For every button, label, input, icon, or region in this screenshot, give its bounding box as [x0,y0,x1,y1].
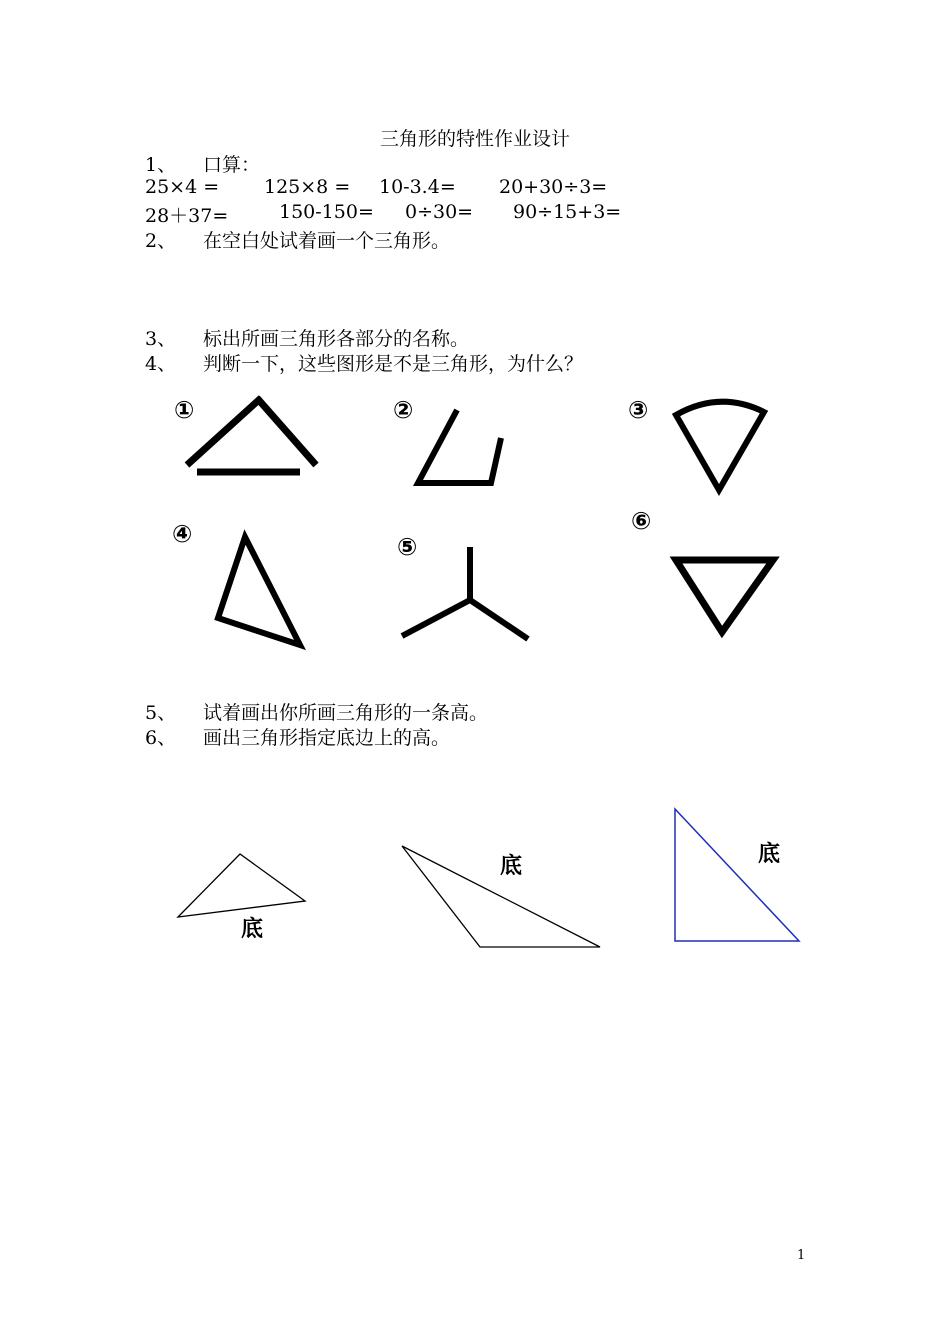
calc-item: 90÷15+3= [513,201,622,223]
question-2-text: 在空白处试着画一个三角形。 [203,230,451,252]
question-6-number: 6、 [145,727,177,749]
question-4-text: 判断一下，这些图形是不是三角形，为什么？ [203,353,584,375]
shape-marker-4: ④ [172,520,193,548]
calc-item: 0÷30= [405,201,474,223]
calc-item: 10-3.4= [379,176,456,198]
shape-2-open-figure [418,410,501,483]
question-5-text: 试着画出你所画三角形的一条高。 [203,702,489,724]
calc-item: 28＋37= [145,205,229,227]
shape-3-curved-triangle [676,402,764,490]
shape-marker-6: ⑥ [631,507,652,535]
shape-6-inverted-triangle [676,560,773,632]
calc-item: 25×4 = [145,176,220,198]
triangle-right [675,809,799,941]
page-number: 1 [797,1248,806,1263]
shape-1-open-triangle [187,398,316,472]
calc-item: 20+30÷3= [499,176,608,198]
base-label-3: 底 [758,842,781,867]
base-label-1: 底 [241,917,264,942]
shape-marker-2: ② [393,396,414,424]
question-2-number: 2、 [145,230,177,252]
calc-item: 125×8 = [264,176,351,198]
question-3-number: 3、 [145,328,177,350]
base-label-2: 底 [500,854,523,879]
question-4-number: 4、 [145,353,177,375]
page-title: 三角形的特性作业设计 [379,128,570,150]
shape-4-triangle [218,537,300,645]
shape-marker-1: ① [174,396,195,424]
shape-marker-3: ③ [628,396,649,424]
question-1-text: 口算： [203,154,261,176]
shape-marker-5: ⑤ [397,533,418,561]
question-1-number: 1、 [145,154,177,176]
question-5-number: 5、 [145,702,177,724]
question-3-text: 标出所画三角形各部分的名称。 [203,328,470,350]
calc-item: 150-150= [279,201,374,223]
triangle-acute [178,854,305,917]
question-6-text: 画出三角形指定底边上的高。 [203,727,451,749]
shape-5-three-rays [402,547,528,639]
